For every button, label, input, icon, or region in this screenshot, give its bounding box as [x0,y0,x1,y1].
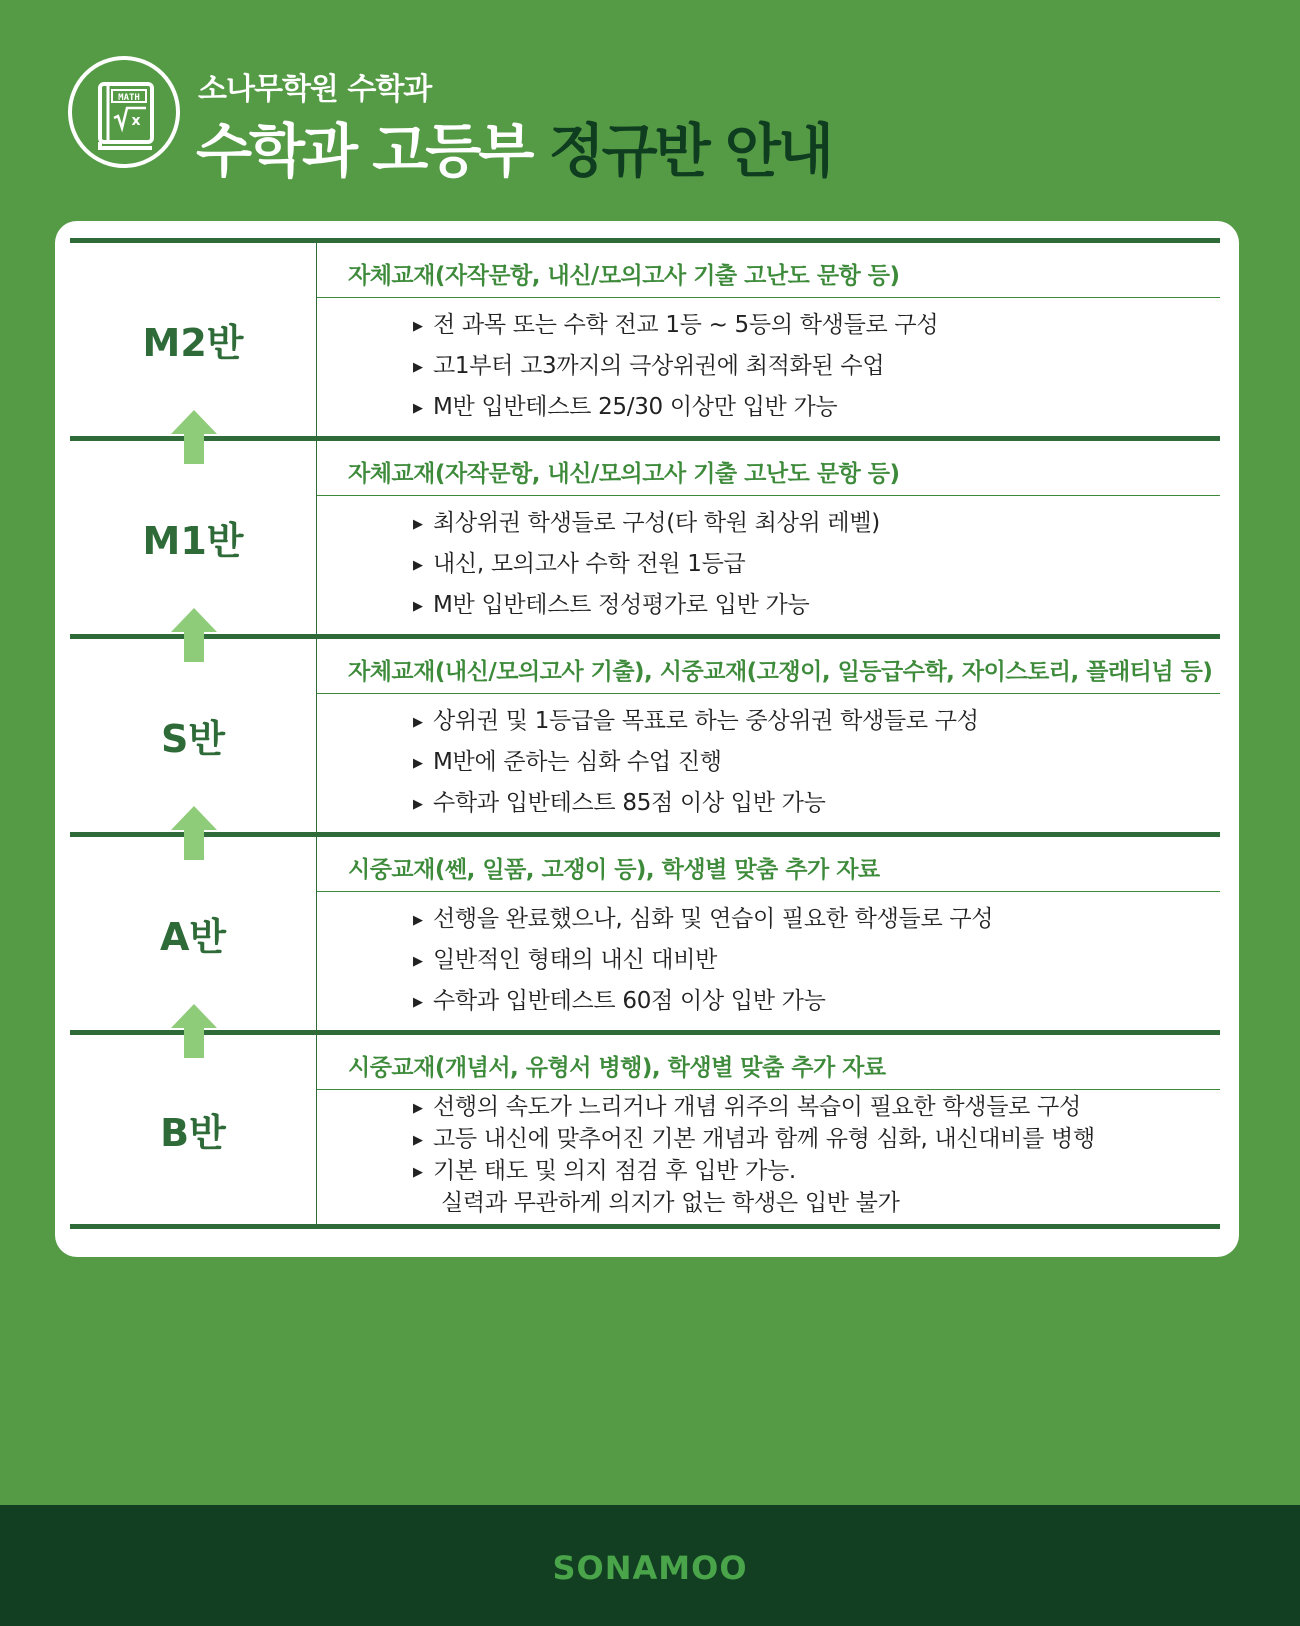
class-table [70,238,1220,1229]
list-item: ▶ 수학과 입반테스트 85점 이상 입반 가능 [413,783,979,824]
class-row-m1 [70,436,1220,634]
list-item: ▶ 상위권 및 1등급을 목표로 하는 중상위권 학생들로 구성 [413,701,979,742]
class-row-a [70,832,1220,1030]
triangle-bullet-icon: ▶ [413,715,423,730]
footer [0,1505,1300,1626]
class-details [413,701,979,824]
svg-text:x: x [131,113,141,129]
list-item: ▶ 고1부터 고3까지의 극상위권에 최적화된 수업 [413,346,938,387]
triangle-bullet-icon: ▶ [413,599,423,614]
class-details [413,1091,1095,1219]
triangle-bullet-icon: ▶ [413,360,423,375]
class-row-s [70,634,1220,832]
class-name: M2반 [142,321,244,365]
class-row-m2 [70,238,1220,436]
list-item: ▶ M반 입반테스트 25/30 이상만 입반 가능 [413,387,938,428]
triangle-bullet-icon: ▶ [413,1165,423,1180]
list-item: ▶ 내신, 모의고사 수학 전원 1등급 [413,544,880,585]
list-item: ▶ 전 과목 또는 수학 전교 1등 ~ 5등의 학생들로 구성 [413,305,938,346]
up-arrow-icon [171,608,217,662]
class-details [413,305,938,428]
list-item: ▶ 선행의 속도가 느리거나 개념 위주의 복습이 필요한 학생들로 구성 [413,1091,1095,1123]
class-details [413,899,993,1022]
class-name: M1반 [142,519,244,563]
class-material: 자체교재(자작문항, 내신/모의고사 기출 고난도 문항 등) [348,263,900,289]
class-details [413,503,880,626]
triangle-bullet-icon: ▶ [413,913,423,928]
brand-logo: SONAMOO [552,1549,748,1587]
triangle-bullet-icon: ▶ [413,1133,423,1148]
triangle-bullet-icon: ▶ [413,995,423,1010]
list-item: ▶ 고등 내신에 맞추어진 기본 개념과 함께 유형 심화, 내신대비를 병행 [413,1123,1095,1155]
class-material: 자체교재(자작문항, 내신/모의고사 기출 고난도 문항 등) [348,461,900,487]
triangle-bullet-icon: ▶ [413,517,423,532]
up-arrow-icon [171,806,217,860]
class-row-b [70,1030,1220,1229]
triangle-bullet-icon: ▶ [413,756,423,771]
list-item: ▶ 기본 태도 및 의지 점검 후 입반 가능. [413,1155,1095,1187]
triangle-bullet-icon: ▶ [413,1101,423,1116]
list-item: ▶ 선행을 완료했으나, 심화 및 연습이 필요한 학생들로 구성 [413,899,993,940]
class-table-card [55,221,1239,1257]
math-book-icon [94,80,158,152]
triangle-bullet-icon: ▶ [413,797,423,812]
class-material: 시중교재(쎈, 일품, 고쟁이 등), 학생별 맞춤 추가 자료 [348,857,880,883]
triangle-bullet-icon: ▶ [413,319,423,334]
triangle-bullet-icon: ▶ [413,558,423,573]
list-item: ▶ M반에 준하는 심화 수업 진행 [413,742,979,783]
logo-text: MATH [118,93,140,103]
up-arrow-icon [171,1004,217,1058]
class-material: 시중교재(개념서, 유형서 병행), 학생별 맞춤 추가 자료 [348,1055,886,1081]
list-item: ▶ 최상위권 학생들로 구성(타 학원 최상위 레벨) [413,503,880,544]
header [68,56,1168,185]
class-name: B반 [160,1111,226,1155]
class-name: A반 [159,915,227,959]
logo [68,56,180,168]
list-item: 실력과 무관하게 의지가 없는 학생은 입반 불가 [441,1190,900,1216]
up-arrow-icon [171,410,217,464]
subtitle: 소나무학원 수학과 [198,72,432,107]
list-item: ▶ 일반적인 형태의 내신 대비반 [413,940,993,981]
triangle-bullet-icon: ▶ [413,954,423,969]
class-name: S반 [160,717,226,761]
triangle-bullet-icon: ▶ [413,401,423,416]
list-item: ▶ 수학과 입반테스트 60점 이상 입반 가능 [413,981,993,1022]
title-part2: 정규반 안내 [548,117,831,185]
list-item: ▶ M반 입반테스트 정성평가로 입반 가능 [413,585,880,626]
title-part1: 수학과 고등부 [196,117,532,185]
page-title [196,104,831,188]
class-material: 자체교재(내신/모의고사 기출), 시중교재(고쟁이, 일등급수학, 자이스토리, 플래티넘 등) [348,659,1213,685]
